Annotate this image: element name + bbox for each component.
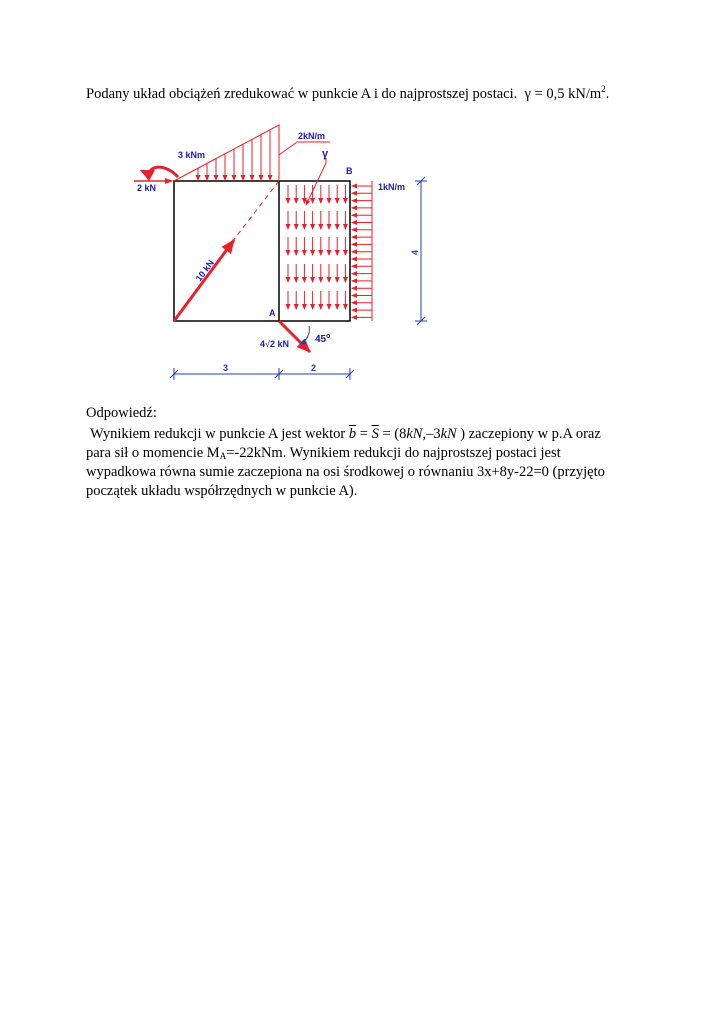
vector-s: $\overline{S}$ (371, 426, 379, 442)
force-10kN-line-of-action (232, 181, 279, 242)
answer-line-3: wypadkowa równa sumie zaczepiona na osi środkowej o równaniu 3x+8y-22=0 (przyjęto (86, 464, 605, 480)
gamma-period: . (605, 86, 610, 102)
dim-label-2: 2 (311, 363, 317, 373)
force-10kN-arrow (174, 240, 234, 321)
gamma-exponent: 2 (601, 84, 606, 94)
label-gamma: γ (322, 148, 329, 160)
label-load-1kNm: 1kN/m (378, 182, 406, 192)
label-force-4sqrt2: 4√2 kN (260, 339, 289, 349)
label-point-a: A (269, 308, 276, 318)
dim-label-4: 4 (410, 249, 420, 255)
gamma-symbol: γ (524, 86, 531, 102)
label-force-10kN: 10 kN (193, 257, 217, 284)
load-2kNm-leader (279, 142, 297, 155)
label-angle: 45$^o$ (315, 333, 331, 345)
dim-label-3: 3 (223, 363, 229, 373)
label-force-2kN: 2 kN (137, 183, 157, 193)
structure-frame (174, 181, 350, 321)
task-text: Podany układ obciążeń zredukować w punkcie A i do najprostszej postaci. (86, 86, 518, 102)
load-diagram (0, 0, 724, 400)
gamma-value: = 0,5 kN/m (530, 86, 602, 102)
answer-section (86, 404, 646, 501)
label-point-b: B (346, 166, 353, 176)
answer-line-1: Wynikiem redukcji w punkcie A jest wektor $\overline{b} = \overline{S} = (8kN,-3kN$ ) zaczepiony w p.A oraz (90, 426, 601, 442)
vector-b: $\overline{b}$ (348, 426, 357, 442)
side-load (352, 181, 372, 321)
answer-heading: Odpowiedź: (86, 405, 157, 421)
moment-arrowhead (140, 170, 155, 181)
answer-line-2: para sił o momencie $M_A=-22kNm$. Wynikiem redukcji do najprostszej postaci jest (86, 445, 561, 461)
self-weight-load (288, 185, 345, 309)
label-load-2kNm: 2kN/m (298, 131, 326, 141)
dimension-horizontal (170, 368, 354, 380)
answer-line-4: początek układu współrzędnych w punkcie A). (86, 483, 358, 499)
label-moment-3kNm: 3 kNm (178, 150, 206, 160)
